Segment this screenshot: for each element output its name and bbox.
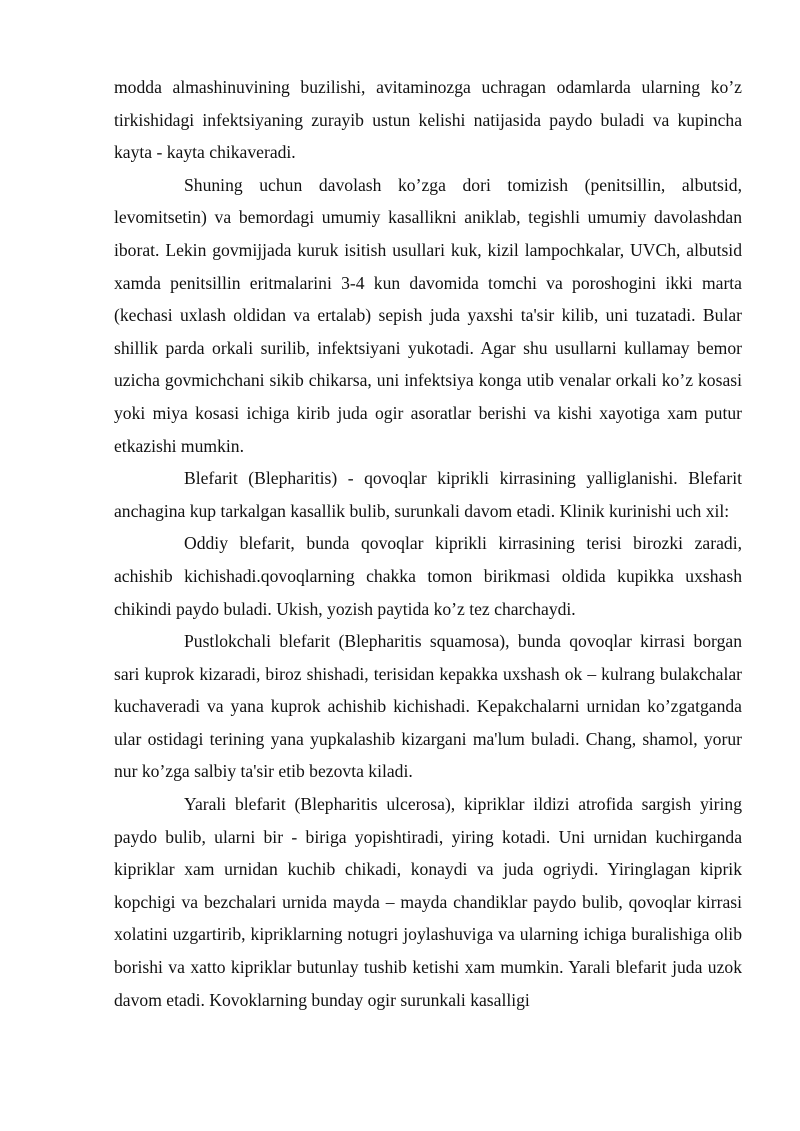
paragraph-treatment: Shuning uchun davolash ko’zga dori tomizish (penitsillin, albutsid, levomitsetin) va bemordagi umumiy kasallikni aniklab, tegishli umumiy davolashdan iborat. Lekin govmijjada kuruk isitish usullari kuk, kizil lampochkalar, UVCh, albutsid xamda penitsillin eritmalarini 3-4 kun davomida tomchi va poroshogini ikki marta (kechasi uxlash oldidan va ertalab) sepish juda yaxshi ta'sir kilib, uni tuzatadi. Bular shillik parda orkali surilib, infektsiyani yukotadi. Agar shu usullarni kullamay bemor uzicha govmichchani sikib chikarsa, uni infektsiya konga utib venalar orkali ko’z kosasi yoki miya kosasi ichiga kirib juda ogir asoratlar berishi va kishi xayotiga xam putur etkazishi mumkin.	[114, 174, 742, 456]
paragraph-blepharitis-intro: Blefarit (Blepharitis) - qovoqlar kiprikli kirrasining yalliglanishi. Blefarit anchagina kup tarkalgan kasallik bulib, surunkali davom etadi. Klinik kurinishi uch xil:	[114, 468, 742, 521]
paragraph-simple-blepharitis: Oddiy blefarit, bunda qovoqlar kiprikli kirrasining terisi birozki zaradi, achishib kichishadi.qovoqlarning chakka tomon birikmasi oldida kupikka uxshash chikindi paydo buladi. Ukish, yozish paytida ko’z tez charchaydi.	[114, 533, 742, 619]
paragraph-ulcerative-blepharitis: Yarali blefarit (Blepharitis ulcerosa), kipriklar ildizi atrofida sargish yiring paydo bulib, ularni bir - biriga yopishtiradi, yiring kotadi. Uni urnidan kuchirganda kipriklar xam urnidan kuchib chikadi, konaydi va juda ogriydi. Yiringlagan kiprik kopchigi va bezchalari urnida mayda – mayda chandiklar paydo bulib, qovoqlar kirrasi xolatini uzgartirib, kipriklarning notugri joylashuviga va ularning ichiga buralishiga olib borishi va xatto kipriklar butunlay tushib ketishi xam mumkin. Yarali blefarit juda uzok davom etadi. Kovoklarning bunday ogir surunkali kasalligi	[114, 794, 742, 1010]
paragraph-continuation: modda almashinuvining buzilishi, avitaminozga uchragan odamlarda ularning ko’z tirkishidagi infektsiyaning zurayib ustun kelishi natijasida paydo buladi va kupincha kayta - kayta chikaveradi.	[114, 77, 742, 163]
paragraph-squamous-blepharitis: Pustlokchali blefarit (Blepharitis squamosa), bunda qovoqlar kirrasi borgan sari kuprok kizaradi, biroz shishadi, terisidan kepakka uxshash ok – kulrang bulakchalar kuchaveradi va yana kuprok achishib kichishadi. Kepakchalarni urnidan ko’zgatganda ular ostidagi terining yana yupkalashib kizargani ma'lum buladi. Chang, shamol, yorur nur ko’zga salbiy ta'sir etib bezovta kiladi.	[114, 631, 742, 782]
document-page	[114, 71, 742, 1016]
